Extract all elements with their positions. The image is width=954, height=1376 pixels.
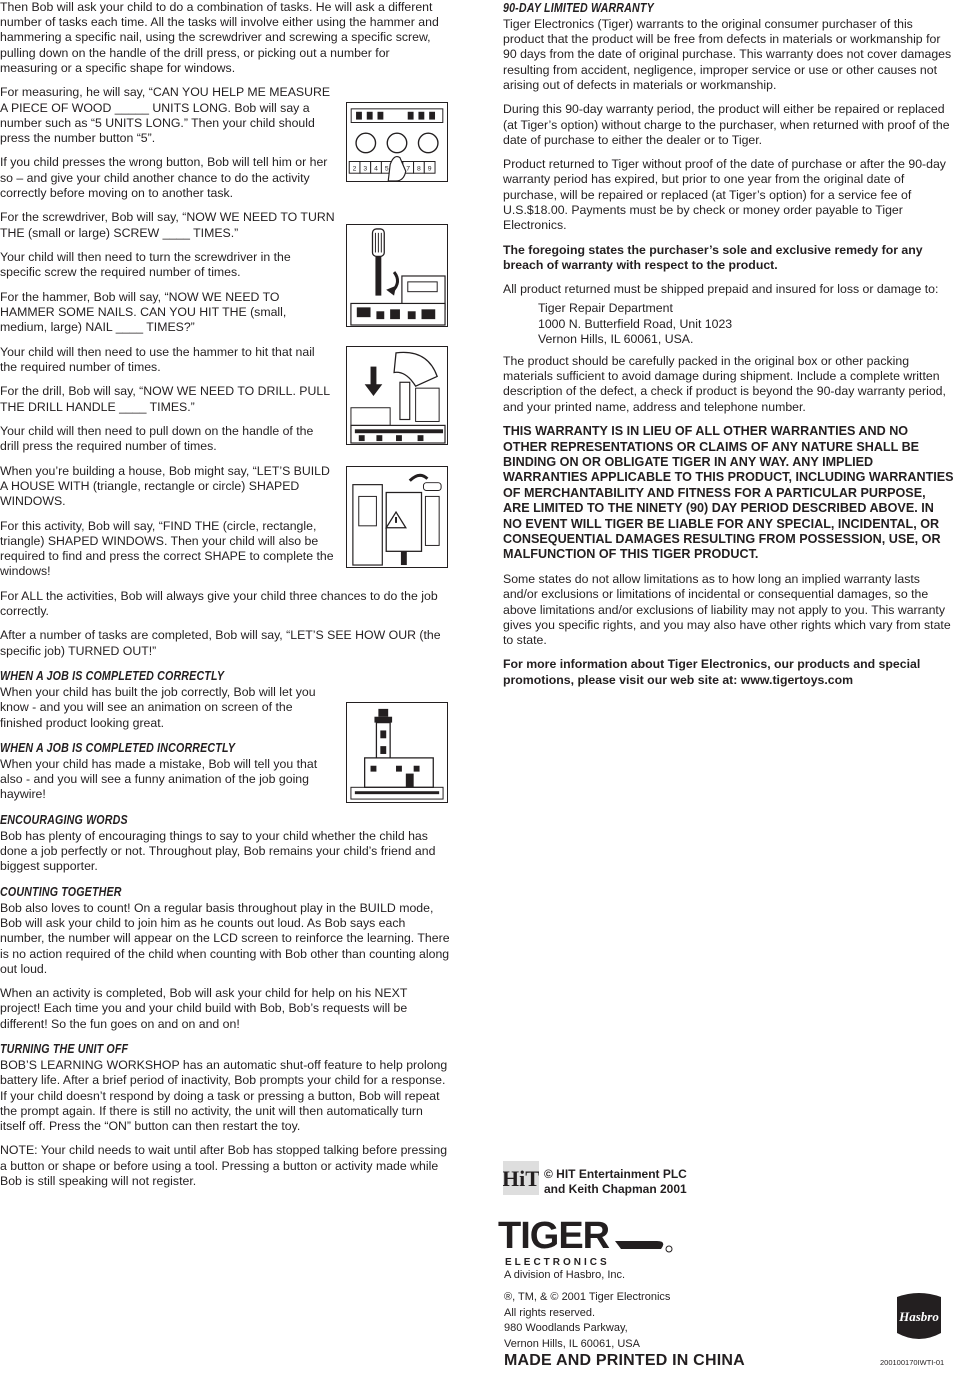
drill-paragraph: For the drill, Bob will say, “NOW WE NEED TO DRILL. PULL THE DRILL HANDLE ____ TIMES.” bbox=[0, 384, 330, 414]
svg-text:Hasbro: Hasbro bbox=[899, 1309, 939, 1324]
finished-job-illustration bbox=[346, 702, 448, 803]
screwdriver-shaft-icon bbox=[375, 256, 381, 295]
hit-copyright-line: © HIT Entertainment PLC bbox=[544, 1167, 687, 1181]
number-key-label: 7 bbox=[406, 165, 411, 173]
more-info-paragraph: For more information about Tiger Electronics, our products and special promotions, please visit our web site at: www.tigertoys.com bbox=[503, 657, 921, 687]
return-without-proof-paragraph: Product returned to Tiger without proof of the date of purchase or after the 90-day warranty period has expired, but prior to one year from the original date of purchase, will be repaired or replaced (at Tiger’s option) for a service fee of U.S.$18.00. Payments must be by check or money order payable to Tiger Electronics. bbox=[503, 157, 946, 233]
windows-paragraph: For this activity, Bob will say, “FIND THE (circle, rectangle, triangle) SHAPED WINDOWS. Then your child will also be required to find and press the correct SHAPE to complete the windows! bbox=[0, 518, 334, 579]
screwdriver-detail-paragraph: Your child will then need to turn the screwdriver in the specific screw the required number of times. bbox=[0, 250, 291, 280]
number-key-label: 8 bbox=[417, 165, 421, 173]
number-key-label: 2 bbox=[352, 165, 357, 173]
heading-counting-together: COUNTING TOGETHER bbox=[0, 883, 122, 899]
counting-paragraph: Bob also loves to count! On a regular basis throughout play in the BUILD mode, Bob will ask your child to join him as he counts out loud. As Bob says each number, the number will appear on the LCD screen to reinforce the learning. There is no action required of the child when counting with Bob other than counting along out loud. bbox=[0, 900, 450, 976]
house-paragraph: When you’re building a house, Bob might say, “LET’S BUILD A HOUSE WITH (triangle, rectangle or circle) SHAPED WINDOWS. bbox=[0, 463, 330, 509]
exclusive-remedy-paragraph: The foregoing states the purchaser’s sole and exclusive remedy for any breach of warranty with respect to the product. bbox=[503, 242, 923, 272]
keypad-drawing bbox=[347, 103, 447, 181]
screwdriver-paragraph: For the screwdriver, Bob will say, “NOW WE NEED TO TURN THE (small or large) SCREW ____ TIMES.” bbox=[0, 210, 335, 240]
rights-line: ®, TM, & © 2001 Tiger Electronics bbox=[504, 1291, 671, 1303]
finger-icon bbox=[388, 157, 406, 181]
hammer-handle-icon bbox=[400, 382, 410, 419]
heading-completed-correctly: WHEN A JOB IS COMPLETED CORRECTLY bbox=[0, 668, 225, 684]
rights-line: Vernon Hills, IL 60061, USA bbox=[504, 1337, 640, 1350]
state-rights-paragraph: Some states do not allow limitations as to how long an implied warranty lasts and/or exclusions or limitations of incidental or consequential damages, so the above limitations and/or exclusions of liability may not apply to you. This warranty gives you specific rights, and you may also have other rights which vary from state to state. bbox=[503, 572, 951, 647]
house-icon bbox=[365, 758, 434, 787]
hammer-head-icon bbox=[394, 352, 437, 386]
heading-warranty: 90-DAY LIMITED WARRANTY bbox=[503, 0, 654, 15]
drill-press-illustration bbox=[346, 466, 448, 568]
down-arrow-icon bbox=[371, 367, 377, 387]
keypad-illustration bbox=[346, 102, 448, 182]
number-key-label: 9 bbox=[427, 165, 432, 173]
svg-text:HiT: HiT bbox=[503, 1166, 539, 1191]
rights-line: 980 Woodlands Parkway, bbox=[504, 1322, 628, 1334]
finished-job-drawing bbox=[347, 703, 447, 802]
hammer-detail-paragraph: Your child will then need to use the hammer to hit that nail the required number of times. bbox=[0, 344, 315, 374]
rights-block bbox=[504, 1290, 670, 1352]
hit-entertainment-logo bbox=[503, 1161, 539, 1195]
hammer-illustration bbox=[346, 346, 448, 445]
hit-copyright-line: and Keith Chapman 2001 bbox=[544, 1182, 687, 1196]
number-key-label: 3 bbox=[363, 165, 368, 173]
completed-incorrectly-paragraph: When your child has made a mistake, Bob will tell you that also - and you will see a funny animation of the job going haywire! bbox=[0, 757, 318, 802]
after-tasks-paragraph: After a number of tasks are completed, Bob will say, “LET’S SEE HOW OUR (the specific job) TURNED OUT!” bbox=[0, 628, 441, 658]
completed-correctly-paragraph: When your child has built the job correctly, Bob will let you know - and you will see an animation on screen of the finished product looking great. bbox=[0, 685, 316, 730]
drill-body-icon bbox=[386, 492, 421, 551]
screwdriver-illustration bbox=[346, 224, 448, 327]
number-key-label: 5 bbox=[384, 165, 389, 173]
encouraging-paragraph: Bob has plenty of encouraging things to say to your child whether the child has done a job perfectly or not. Throughout play, Bob remains your child’s friend and biggest supporter. bbox=[0, 828, 436, 874]
heading-encouraging-words: ENCOURAGING WORDS bbox=[0, 811, 128, 827]
product-code: 200100170IWTI-01 bbox=[880, 1358, 945, 1367]
drill-detail-paragraph: Your child will then need to pull down on the handle of the drill press the required number of times. bbox=[0, 424, 314, 454]
warranty-disclaimer-paragraph: THIS WARRANTY IS IN LIEU OF ALL OTHER WARRANTIES AND NO OTHER REPRESENTATIONS OR CLAIMS OF ANY NATURE SHALL BE BINDING ON OR OBLIGATE TIGER IN ANY WAY. ANY IMPLIED WARRANTIES APPLICABLE TO THIS PRODUCT, INCLUDING WARRANTIES OF MERCHANTABILITY AND FITNESS FOR A PARTICULAR PURPOSE, ARE LIMITED TO THE NINETY (90) DAY PERIOD DESCRIBED ABOVE. IN NO EVENT WILL TIGER BE LIABLE FOR ANY SPECIAL, INCIDENTAL, OR CONSEQUENTIAL DAMAGES RESULTING FROM POSSESSION, USE, OR MALFUNCTION OF THIS TIGER PRODUCT. bbox=[503, 424, 954, 562]
chances-paragraph: For ALL the activities, Bob will always give your child three chances to do the job correctly. bbox=[0, 588, 438, 618]
address-line: Tiger Repair Department bbox=[538, 301, 673, 316]
heading-turning-off: TURNING THE UNIT OFF bbox=[0, 1041, 129, 1057]
warrants-paragraph: Tiger Electronics (Tiger) warrants to the original consumer purchaser of this product that the product will be free from defects in materials or workmanship for 90 days from the date of original purchase. This warranty does not cover damages resulting from accident, negligence, improper service or use or other causes not arising out of defects in materials or workmanship. bbox=[503, 17, 952, 92]
wrong-button-paragraph: If you child presses the wrong button, Bob will tell him or her so – and give your child another chance to do the activity correctly before moving on to another task. bbox=[0, 155, 328, 200]
warranty-period-paragraph: During this 90-day warranty period, the product will either be repaired or replaced (at Tiger’s option) without charge to the purchaser, when returned with proof of the date of purchase to either the dealer or to Tiger. bbox=[503, 102, 950, 147]
division-note: A division of Hasbro, Inc. bbox=[504, 1269, 626, 1281]
address-line: Vernon Hills, IL 60061, USA. bbox=[538, 331, 694, 346]
made-in-china: MADE AND PRINTED IN CHINA bbox=[504, 1352, 745, 1369]
hit-copyright bbox=[544, 1167, 687, 1197]
packing-paragraph: The product should be carefully packed in the original box or other packing materials sufficient to avoid damage during shipment. Include a complete written description of the defect, a check if product is beyond the 90-day warranty period, and your printed name, address and telephone number. bbox=[503, 354, 946, 414]
note-paragraph: NOTE: Your child needs to wait until after Bob has stopped talking before pressing a button or shape or before using a tool. Pressing a button or activity made while Bob is still speaking will not register. bbox=[0, 1143, 448, 1188]
number-key-label: 4 bbox=[374, 165, 378, 173]
address-line: 1000 N. Butterfield Road, Unit 1023 bbox=[538, 316, 733, 331]
rights-line: All rights reserved. bbox=[504, 1306, 596, 1319]
heading-completed-incorrectly: WHEN A JOB IS COMPLETED INCORRECTLY bbox=[0, 740, 236, 756]
svg-text:ELECTRONICS: ELECTRONICS bbox=[505, 1257, 610, 1268]
measuring-paragraph: For measuring, he will say, “CAN YOU HELP ME MEASURE A PIECE OF WOOD _____ UNITS LONG. Bob will say a number such as “5 UNITS LONG.” Then your child should press the number button “5”. bbox=[0, 85, 331, 145]
intro-paragraph: Then Bob will ask your child to do a combination of tasks. He will ask a different number of tasks each time. All the tasks will involve either using the hammer and hammering a specific nail, using the screwdriver and screwing a specific screw, pulling down on the handle of the drill press, or picking out a number for measuring or a specific shape for windows. bbox=[0, 0, 439, 75]
tiger-electronics-logo bbox=[497, 1213, 677, 1268]
hammer-drawing bbox=[347, 347, 447, 444]
next-project-paragraph: When an activity is completed, Bob will ask your child for help on his NEXT project! Each time you and your child build with Bob, Bob’s requests will be different! So the fun goes on and on and on! bbox=[0, 986, 408, 1031]
shutoff-paragraph: BOB’S LEARNING WORKSHOP has an automatic shut-off feature to help prolong battery life. After a brief period of inactivity, Bob prompts your child for a response. If your child doesn’t respond by doing a task or pressing a button, Bob will repeat the prompt again. If there is still no activity, the unit will then automatically turn itself off. Press the “ON” button can then restart the toy. bbox=[0, 1058, 448, 1133]
drill-press-drawing bbox=[347, 467, 447, 567]
pull-arrow-icon bbox=[410, 475, 428, 480]
svg-text:TIGER: TIGER bbox=[498, 1215, 610, 1257]
screwdriver-drawing bbox=[347, 225, 447, 326]
hammer-paragraph: For the hammer, Bob will say, “NOW WE NEED TO HAMMER SOME NAILS. CAN YOU HIT THE (small, medium, large) NAIL ____ TIMES?” bbox=[0, 289, 287, 335]
shipping-paragraph: All product returned must be shipped prepaid and insured for loss or damage to: bbox=[503, 282, 939, 297]
hasbro-logo bbox=[893, 1291, 945, 1345]
warranty-column bbox=[503, 0, 954, 697]
repair-address bbox=[503, 301, 954, 347]
